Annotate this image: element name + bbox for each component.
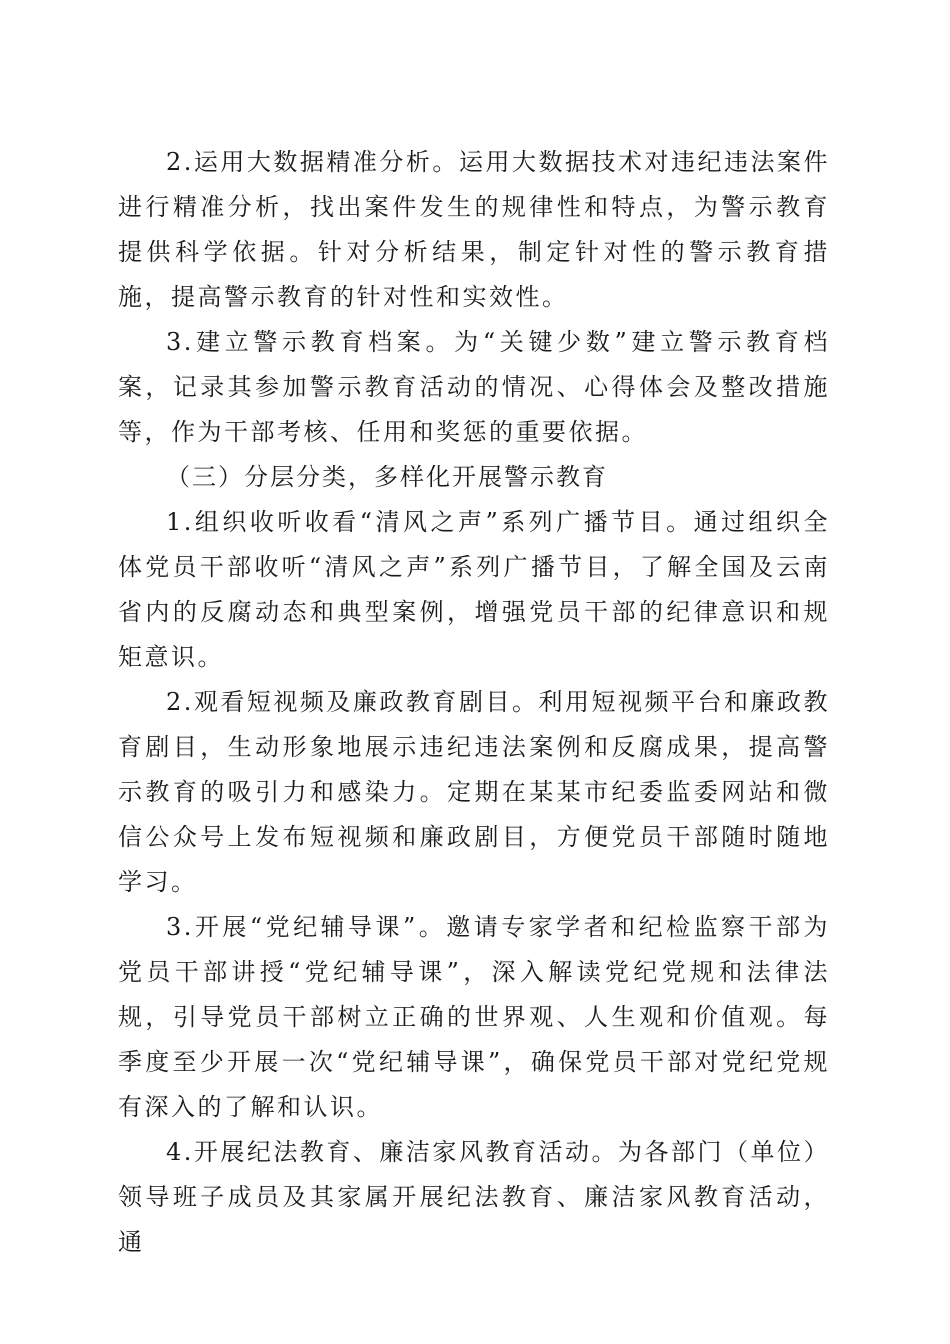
paragraph-warning-archive: 3.建立警示教育档案。为“关键少数”建立警示教育档案，记录其参加警示教育活动的情况、心得体会及整改措施等，作为干部考核、任用和奖惩的重要依据。 (118, 328, 830, 446)
paragraph-family-education: 4.开展纪法教育、廉洁家风教育活动。为各部门（单位）领导班子成员及其家属开展纪法教育、廉洁家风教育活动，通 (118, 1138, 830, 1256)
document-body (118, 140, 830, 1265)
section-heading-three: （三）分层分类，多样化开展警示教育 (166, 463, 608, 491)
paragraph-radio-program: 1.组织收听收看“清风之声”系列广播节目。通过组织全体党员干部收听“清风之声”系列广播节目，了解全国及云南省内的反腐动态和典型案例，增强党员干部的纪律意识和规矩意识。 (118, 508, 830, 671)
paragraph-big-data-analysis: 2.运用大数据精准分析。运用大数据技术对违纪违法案件进行精准分析，找出案件发生的规律性和特点，为警示教育提供科学依据。针对分析结果，制定针对性的警示教育措施，提高警示教育的针对性和实效性。 (118, 148, 830, 311)
paragraph-short-video: 2.观看短视频及廉政教育剧目。利用短视频平台和廉政教育剧目，生动形象地展示违纪违法案例和反腐成果，提高警示教育的吸引力和感染力。定期在某某市纪委监委网站和微信公众号上发布短视频和廉政剧目，方便党员干部随时随地学习。 (118, 688, 830, 896)
paragraph-discipline-class: 3.开展“党纪辅导课”。邀请专家学者和纪检监察干部为党员干部讲授“党纪辅导课”，深入解读党纪党规和法律法规，引导党员干部树立正确的世界观、人生观和价值观。每季度至少开展一次“党纪辅导课”，确保党员干部对党纪党规有深入的了解和认识。 (118, 913, 830, 1121)
